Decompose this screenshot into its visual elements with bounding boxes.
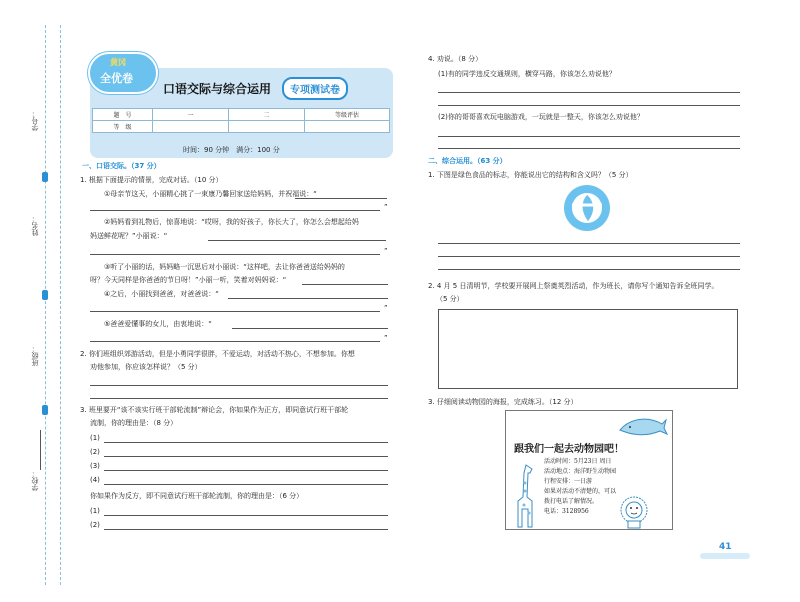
q1-4-text: ④之后，小丽找到爸爸，对爸爸说：“ bbox=[104, 290, 219, 298]
answer-line[interactable] bbox=[90, 210, 380, 211]
poster-line: 如果对活动不清楚的，可以 bbox=[544, 488, 617, 495]
answer-line[interactable] bbox=[438, 105, 740, 106]
grade-cell[interactable] bbox=[305, 121, 390, 133]
answer-line[interactable] bbox=[438, 243, 740, 244]
giraffe-icon bbox=[510, 463, 540, 529]
binding-dot bbox=[42, 172, 48, 182]
answer-line[interactable] bbox=[208, 240, 386, 241]
quote-close: ” bbox=[384, 247, 388, 255]
table-cell: 题 号 bbox=[93, 109, 153, 121]
name-label: 姓名： bbox=[31, 215, 39, 236]
poster-line: 行程安排：一日游 bbox=[544, 478, 593, 485]
binding-line bbox=[45, 25, 46, 585]
time-info: 时间：90 分钟 满分：100 分 bbox=[183, 146, 280, 154]
poster-line: 活动时间：5月23日 周日 bbox=[544, 458, 612, 465]
q3a-text: 3. 班里要开“该不该实行班干部轮流制”辩论会，你如果作为正方，即同意试行班干部轮 bbox=[80, 406, 349, 414]
r2b-text: （5 分） bbox=[436, 295, 464, 303]
binding-dot bbox=[42, 405, 48, 415]
answer-line[interactable] bbox=[104, 515, 388, 516]
id-label: 学号： bbox=[31, 110, 39, 131]
q3-item: (1) bbox=[90, 507, 100, 515]
q4-2-text: (2)你的哥哥喜欢玩电脑游戏，一玩就是一整天，你该怎么劝说他？ bbox=[438, 113, 644, 121]
q1-text: 1. 根据下面提示的情景，完成对话。（10 分） bbox=[80, 176, 223, 184]
lion-icon bbox=[616, 495, 652, 529]
binding-line-2 bbox=[60, 25, 61, 585]
quote-close: ” bbox=[384, 203, 388, 211]
notice-writing-box[interactable] bbox=[438, 309, 738, 389]
table-cell: 二 bbox=[229, 109, 305, 121]
school-label: 学校： bbox=[31, 470, 39, 491]
r1-text: 1. 下图是绿色食品的标志，你能说出它的结构和含义吗？（5 分） bbox=[428, 171, 633, 179]
answer-line[interactable] bbox=[438, 256, 740, 257]
q2a-text: 2. 你们班组织郊游活动，但是小勇同学很胖，不爱运动，对活动不热心，不想参加。你想 bbox=[80, 350, 355, 358]
page-number-underline bbox=[700, 553, 750, 559]
answer-line[interactable] bbox=[90, 311, 380, 312]
table-cell: 等级评估 bbox=[305, 109, 390, 121]
r3-text: 3. 仔细阅读动物园的海报，完成练习。（12 分） bbox=[428, 398, 578, 406]
q1-2b-text: 妈送鲜花呢？”小丽说：“ bbox=[90, 232, 168, 240]
score-cell[interactable] bbox=[153, 121, 229, 133]
answer-line[interactable] bbox=[104, 529, 388, 530]
binding-dot bbox=[42, 290, 48, 300]
q1-2a-text: ②妈妈看到礼物后，惊喜地说：“哎呀，我的好孩子，你长大了，你怎么会想起给妈 bbox=[104, 218, 359, 226]
q1-1-text: ①母亲节这天，小丽精心挑了一束康乃馨回家送给妈妈，并祝福说：“ bbox=[104, 190, 317, 198]
school-field[interactable] bbox=[40, 430, 41, 470]
q4-text: 4. 劝说。（8 分） bbox=[428, 55, 483, 63]
answer-line[interactable] bbox=[104, 456, 388, 457]
q3-item: (2) bbox=[90, 521, 100, 529]
table-cell: 等 级 bbox=[93, 121, 153, 133]
answer-line[interactable] bbox=[104, 484, 388, 485]
answer-line[interactable] bbox=[90, 398, 388, 399]
answer-line[interactable] bbox=[104, 442, 388, 443]
q3c-text: 你如果作为反方，即不同意试行班干部轮流制，你的理由是：（6 分） bbox=[90, 492, 304, 500]
answer-line[interactable] bbox=[104, 470, 388, 471]
page-title: 口语交际与综合运用 bbox=[163, 82, 272, 96]
answer-line[interactable] bbox=[438, 269, 740, 270]
answer-line[interactable] bbox=[438, 148, 740, 149]
q4-1-text: (1)有的同学违反交通规则，横穿马路，你该怎么劝说他？ bbox=[438, 70, 616, 78]
q3-item: (1) bbox=[90, 434, 100, 442]
poster-line: 电话：3128956 bbox=[544, 508, 589, 515]
page-number: 41 bbox=[719, 542, 732, 552]
q1-5-text: ⑤爸爸爱懂事的女儿，由衷地说：“ bbox=[104, 320, 212, 328]
q3-item: (4) bbox=[90, 476, 100, 484]
class-label: 班级： bbox=[31, 345, 39, 366]
answer-line[interactable] bbox=[295, 198, 387, 199]
zoo-poster bbox=[505, 410, 673, 530]
q3b-text: 流制，你的理由是：（8 分） bbox=[90, 419, 178, 427]
answer-line[interactable] bbox=[232, 328, 388, 329]
q3-item: (2) bbox=[90, 448, 100, 456]
r2a-text: 2. 4 月 5 日清明节，学校要开展网上祭奠英烈活动，作为班长，请你写个通知告诉全班同学。 bbox=[428, 282, 719, 290]
score-table bbox=[92, 108, 390, 133]
q1-3b-text: 呀？今天同样是你爸爸的节日呀！”小丽一听，笑着对妈妈说：“ bbox=[90, 276, 287, 284]
section-1-heading: 一、口语交际。（37 分） bbox=[82, 162, 161, 170]
green-food-logo-icon bbox=[562, 183, 612, 233]
answer-line[interactable] bbox=[438, 92, 740, 93]
q3-item: (3) bbox=[90, 462, 100, 470]
answer-line[interactable] bbox=[90, 385, 388, 386]
answer-line[interactable] bbox=[438, 136, 740, 137]
logo-top-text: 黄冈 bbox=[110, 58, 126, 67]
answer-line[interactable] bbox=[90, 254, 380, 255]
title-badge: 专项测试卷 bbox=[282, 77, 348, 100]
quote-close: ” bbox=[384, 334, 388, 342]
answer-line[interactable] bbox=[90, 341, 380, 342]
dolphin-icon bbox=[618, 414, 668, 442]
poster-line: 拨打电话了解情况。 bbox=[544, 498, 599, 505]
quote-close: ” bbox=[384, 304, 388, 312]
section-2-heading: 二、综合运用。（63 分） bbox=[428, 157, 507, 165]
answer-line[interactable] bbox=[228, 298, 388, 299]
logo-bottom-text: 全优卷 bbox=[100, 72, 133, 85]
poster-line: 活动地点：海洋野生动物园 bbox=[544, 468, 617, 475]
score-cell[interactable] bbox=[229, 121, 305, 133]
q1-3a-text: ③听了小丽的话，妈妈略一沉思后对小丽说：“这样吧，去让你爸爸送给妈妈的 bbox=[104, 263, 345, 271]
q2b-text: 劝他参加，你应该怎样说？（5 分） bbox=[90, 363, 202, 371]
poster-title: 跟我们一起去动物园吧！ bbox=[514, 444, 624, 455]
answer-line[interactable] bbox=[302, 284, 388, 285]
table-cell: 一 bbox=[153, 109, 229, 121]
